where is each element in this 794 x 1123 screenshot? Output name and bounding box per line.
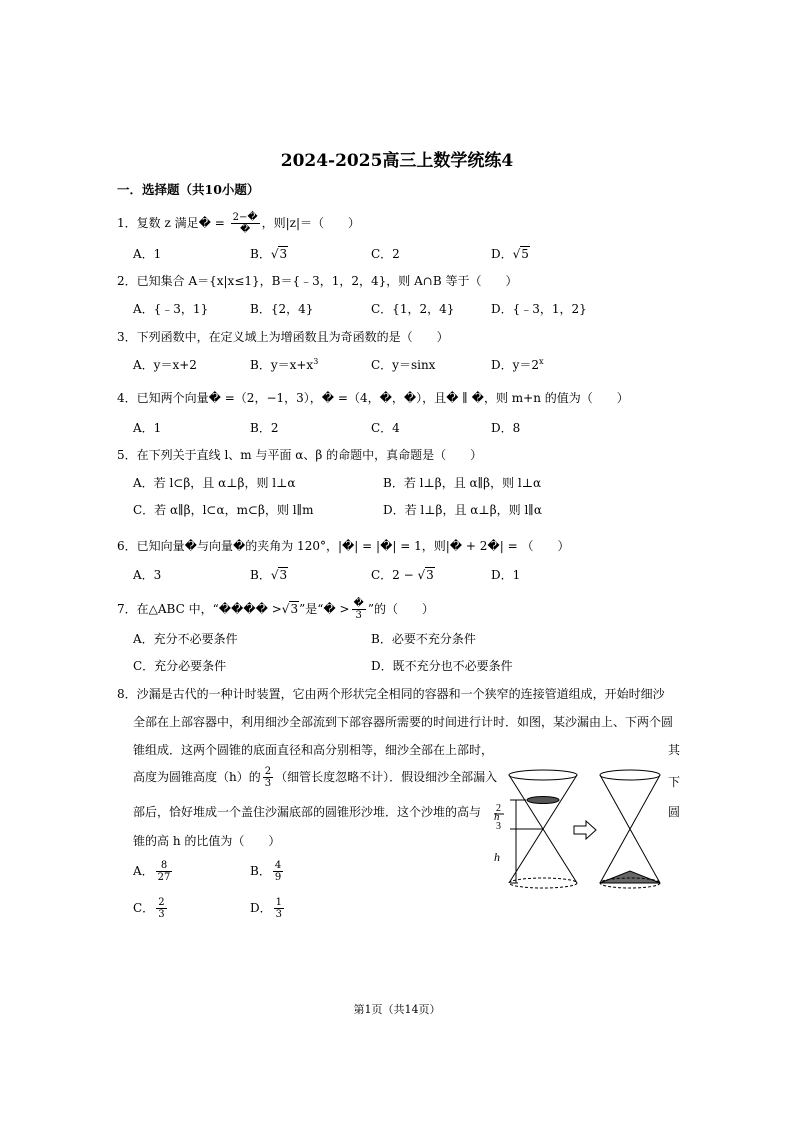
fig-label-den: 3 <box>496 821 501 832</box>
question-6: 6．已知向量�与向量�的夹角为 120°，|�| = |�| = 1，则|� + 2�| = （ ） <box>117 539 570 553</box>
left-bot-side-r <box>543 829 577 883</box>
q1-frac-den: � <box>239 224 251 235</box>
fig-label-num: 2 <box>496 803 501 814</box>
q6-option-b-sqrt: √3 <box>270 568 288 582</box>
q8-option-c-num: 2 <box>158 897 165 908</box>
q7-radicand: 3 <box>290 602 299 616</box>
q5-option-d: D．若 l⊥β，且 α⊥β，则 l∥α <box>383 503 542 517</box>
q6-option-b <box>250 566 288 583</box>
q8-option-a-frac <box>156 860 173 883</box>
q6-option-c-radicand: 3 <box>426 568 434 582</box>
q2-option-d: D．{﹣3，1，2} <box>491 302 587 316</box>
q8-line-6: 锥的高 h 的比值为（ ） <box>133 834 281 848</box>
q8-option-a-label: A． <box>133 864 154 878</box>
question-4: 4．已知两个向量� =（2，−1，3），� =（4，�，�），且� ∥ �，则 m+n 的值为（ ） <box>117 391 629 405</box>
page-footer: 第1页（共14页） <box>353 1003 441 1016</box>
q8-option-b-frac <box>273 860 283 883</box>
q8-option-d-label: D． <box>250 901 272 915</box>
q3-option-b <box>250 356 318 373</box>
q8-line-3-end: 其 <box>668 743 681 757</box>
q8-line-5: 部后，恰好堆成一个盖住沙漏底部的圆锥形沙堆．这个沙堆的高与 <box>133 805 482 819</box>
q8-option-b-den: 9 <box>274 872 282 883</box>
q3-option-a: A．y＝x+2 <box>133 358 197 372</box>
q4-option-b: B．2 <box>250 421 279 435</box>
q6-option-c <box>371 566 435 583</box>
q2-option-a: A．{﹣3，1} <box>133 302 209 316</box>
q5-option-a: A．若 l⊂β，且 α⊥β，则 l⊥α <box>133 476 296 490</box>
q8-frac-den: 3 <box>264 778 272 789</box>
q8-option-d-num: 1 <box>275 897 282 908</box>
question-5: 5．在下列关于直线 l、m 与平面 α、β 的命题中，真命题是（ ） <box>117 448 483 462</box>
right-top-ellipse <box>600 770 660 780</box>
q6-option-c-sqrt: √3 <box>417 568 434 582</box>
q8-option-a-num: 8 <box>156 860 173 872</box>
q8-option-b-label: B． <box>250 864 271 878</box>
q8-option-d <box>250 897 286 920</box>
q4-option-a: A．1 <box>133 421 162 435</box>
q2-option-c: C．{1，2，4} <box>371 302 455 316</box>
q3-option-d <box>491 356 544 373</box>
q1-option-b-radicand: 3 <box>279 247 288 261</box>
q8-option-b-num: 4 <box>274 860 282 871</box>
q8-option-c-label: C． <box>133 901 155 915</box>
q6-option-a: A．3 <box>133 568 162 582</box>
left-bottom-ellipse <box>509 878 577 888</box>
q7-frac-den: 3 <box>355 610 362 621</box>
q8-fraction <box>263 766 273 789</box>
q8-option-a-den: 27 <box>157 872 171 883</box>
q1-stem-b: ，则|z|＝（ ） <box>261 216 360 230</box>
question-3: 3．下列函数中，在定义域上为增函数且为奇函数的是（ ） <box>117 330 449 344</box>
q4-option-d: D．8 <box>491 421 521 435</box>
q8-option-a <box>133 860 174 883</box>
hourglass-figure <box>488 765 668 895</box>
fig-label-h1: h <box>494 811 500 823</box>
q1-option-b <box>250 245 288 262</box>
left-bot-side-l <box>509 829 543 883</box>
q8-line-4a: 高度为圆锥高度（h）的 <box>133 770 261 784</box>
q1-stem-a: 1．复数 z 满足� = <box>117 216 229 230</box>
right-top-side-r <box>630 775 660 829</box>
section-heading: 一．选择题（共10小题） <box>117 182 260 197</box>
arrow-right-icon <box>574 821 596 839</box>
q1-option-d-label: D． <box>491 247 513 261</box>
page-title: 2024-2025高三上数学统练4 <box>280 151 514 171</box>
question-1 <box>117 212 360 235</box>
q7-stem-c: ”的（ ） <box>367 602 434 616</box>
q2-option-b: B．{2，4} <box>250 302 314 316</box>
q7-frac-num: � <box>353 598 364 609</box>
q1-fraction <box>231 212 260 235</box>
right-top-side-l <box>600 775 630 829</box>
q1-option-b-label: B． <box>250 247 271 261</box>
q8-option-d-den: 3 <box>275 909 282 920</box>
q1-option-a: A．1 <box>133 247 162 261</box>
hourglass-left <box>509 770 577 888</box>
q6-option-c-label: C．2 − <box>371 568 418 582</box>
q7-sqrt: √3 <box>281 602 299 616</box>
q1-option-d-radicand: 5 <box>521 247 529 261</box>
q8-option-c <box>133 897 169 920</box>
q7-option-b: B．必要不充分条件 <box>371 632 476 646</box>
q8-line-5-end: 圆 <box>668 805 681 819</box>
q8-line-4 <box>133 766 497 789</box>
q7-stem-b: ”是“� > <box>299 602 350 616</box>
question-7 <box>117 598 434 621</box>
q8-option-c-den: 3 <box>158 909 165 920</box>
q1-option-c: C．2 <box>371 247 400 261</box>
q3-option-b-exponent: 3 <box>313 357 319 366</box>
q7-fraction <box>352 598 366 621</box>
question-2: 2．已知集合 A＝{x|x≤1}，B＝{﹣3，1，2，4}，则 A∩B 等于（ ） <box>117 274 518 288</box>
q4-option-c: C．4 <box>371 421 400 435</box>
q1-option-d-sqrt: √5 <box>512 247 529 261</box>
fig-label-h2: h <box>494 850 500 864</box>
hourglass-right <box>600 770 660 888</box>
sand-pile <box>600 871 660 883</box>
q6-option-b-radicand: 3 <box>279 568 288 582</box>
q1-option-d <box>491 245 530 262</box>
q5-option-b: B．若 l⊥β，且 α∥β，则 l⊥α <box>383 476 542 490</box>
q8-line-3: 锥组成．这两个圆锥的底面直径和高分别相等，细沙全部在上部时， <box>133 743 494 757</box>
q3-option-b-text: B．y＝x+x <box>250 358 314 372</box>
q8-line-2: 全部在上部容器中，利用细沙全部流到下部容器所需要的时间进行计时．如图，某沙漏由上、下两个圆 <box>133 715 674 729</box>
q8-line-4-end: 下 <box>668 775 681 789</box>
q8-option-c-frac <box>156 897 166 920</box>
q6-option-d: D．1 <box>491 568 521 582</box>
q7-option-a: A．充分不必要条件 <box>133 632 238 646</box>
q8-option-d-frac <box>274 897 284 920</box>
sand-top <box>527 797 559 804</box>
q6-option-b-label: B． <box>250 568 271 582</box>
q3-option-c: C．y＝sinx <box>371 358 436 372</box>
q5-option-c: C．若 α∥β，l⊂α，m⊂β，则 l∥m <box>133 503 314 517</box>
q8-frac-num: 2 <box>264 766 272 777</box>
q7-option-d: D．既不充分也不必要条件 <box>371 659 513 673</box>
q8-option-b <box>250 860 285 883</box>
q1-frac-num: 2−� <box>232 212 258 223</box>
q3-option-d-exponent: x <box>539 357 544 366</box>
q8-line-4b: （细管长度忽略不计）．假设细沙全部漏入 <box>275 770 498 784</box>
q1-option-b-sqrt: √3 <box>270 247 288 261</box>
q8-line-1: 8．沙漏是古代的一种计时装置，它由两个形状完全相同的容器和一个狭窄的连接管道组成，开始时细沙 <box>117 687 665 701</box>
q3-option-d-text: D．y＝2 <box>491 358 540 372</box>
left-top-ellipse <box>509 770 577 780</box>
q7-stem-a: 7．在△ABC 中，“���� > <box>117 602 282 616</box>
q7-option-c: C．充分必要条件 <box>133 659 227 673</box>
